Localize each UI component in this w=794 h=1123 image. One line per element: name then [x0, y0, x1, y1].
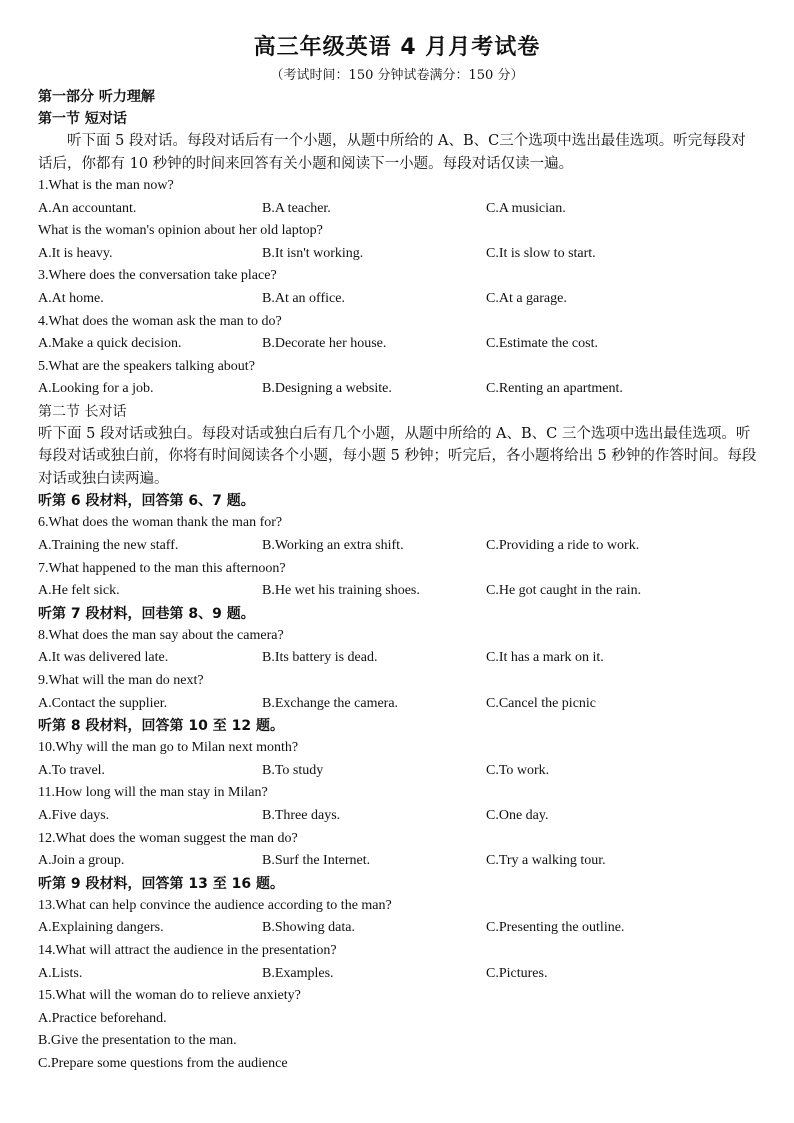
page-title: 高三年级英语 4 月月考试卷: [253, 35, 541, 60]
option-b: B.Working an extra shift.: [262, 538, 404, 554]
option-a: A.Contact the supplier.: [38, 695, 168, 711]
option-c: C.He got caught in the rain.: [486, 583, 642, 599]
question-10: 10.Why will the man go to Milan next month?: [38, 740, 299, 756]
option-a: A.Five days.: [38, 807, 110, 823]
section2-instructions: 听下面 5 段对话或独白。每段对话或独白后有几个小题，从题中所给的 A、B、C 三个选项中选出最佳选项。听每段对话或独白前，你将有时间阅读各个小题，每小题 5 秒钟；听完后，各小题将给出 5 秒钟的作答时间。每段对话或独白读两遍。: [38, 425, 757, 487]
exam-info: （考试时间：150 分钟试卷满分：150 分）: [270, 68, 524, 83]
option-c: C.At a garage.: [486, 290, 567, 306]
option-c: C.Estimate the cost.: [486, 336, 598, 352]
question-5: 5.What are the speakers talking about?: [38, 358, 255, 374]
option-b: B.Decorate her house.: [262, 336, 387, 352]
option-b: B.Showing data.: [262, 920, 355, 936]
section1-instructions: 听下面 5 段对话。每段对话后有一个小题，从题中所给的 A、B、C三个选项中选出最佳选项。听完每段对话后，你都有 10 秒钟的时间来回答有关小题和阅读下一小题。每段对话仅读一遍。: [38, 133, 746, 172]
option-c: C.Try a walking tour.: [486, 853, 606, 869]
option-a: A.At home.: [38, 290, 104, 306]
option-b: B.Designing a website.: [262, 381, 392, 397]
option-c: C.Cancel the picnic: [486, 695, 597, 711]
question-4: 4.What does the woman ask the man to do?: [38, 313, 282, 329]
option-a: A.Explaining dangers.: [38, 920, 164, 936]
option-c: C.To work.: [486, 762, 550, 778]
options-1: [38, 198, 760, 221]
group-heading-6: 听第 6 段材料，回答第 6、7 题。: [38, 493, 255, 510]
options-3: [38, 288, 760, 311]
question-9: 9.What will the man do next?: [38, 673, 204, 688]
question-6: 6.What does the woman thank the man for?: [38, 515, 283, 531]
option-b: B.At an office.: [262, 290, 345, 306]
option-a: A.Join a group.: [38, 853, 125, 869]
question-3: 3.Where does the conversation take place?: [38, 268, 277, 284]
option-a: A.Looking for a job.: [38, 381, 154, 397]
option-c: C.It has a mark on it.: [486, 650, 604, 666]
option-c: C.One day.: [486, 807, 549, 823]
options-5: [38, 378, 760, 401]
option-c: C.Pictures.: [486, 965, 548, 981]
option-b: B.Examples.: [262, 965, 334, 981]
option-a: A.Make a quick decision.: [38, 336, 182, 352]
group-heading-7: 听第 7 段材料，回巷第 8、9 题。: [38, 605, 255, 622]
option-b: B.A teacher.: [262, 200, 331, 216]
option-c: C.It is slow to start.: [486, 245, 596, 261]
options-14: [38, 963, 760, 986]
option-b: B.It isn't working.: [262, 245, 364, 261]
options-2: [38, 243, 760, 266]
question-11: 11.How long will the man stay in Milan?: [38, 785, 268, 801]
question-13: 13.What can help convince the audience according to the man?: [38, 897, 392, 913]
group-heading-9: 听第 9 段材料，回答第 13 至 16 题。: [38, 875, 284, 892]
option-b: B.Give the presentation to the man.: [38, 1033, 237, 1049]
question-12: 12.What does the woman suggest the man do?: [38, 830, 298, 846]
option-c: C.Presenting the outline.: [486, 920, 625, 936]
option-a: A.He felt sick.: [38, 583, 120, 599]
option-b: B.Surf the Internet.: [262, 853, 371, 869]
part1-heading: 第一部分 听力理解: [38, 89, 155, 105]
options-8: [38, 647, 760, 670]
option-a: A.Practice beforehand.: [38, 1010, 167, 1026]
option-b: B.To study: [262, 762, 324, 778]
question-15: 15.What will the woman do to relieve anxiety?: [38, 988, 301, 1004]
option-c: C.Providing a ride to work.: [486, 538, 640, 554]
option-a: A.An accountant.: [38, 200, 137, 216]
option-a: A.To travel.: [38, 762, 106, 778]
options-13: [38, 917, 760, 940]
section2-heading: 第二节 长对话: [38, 403, 127, 420]
options-11: [38, 805, 760, 828]
question-1: 1.What is the man now?: [38, 178, 174, 193]
option-a: A.Training the new staff.: [38, 538, 179, 554]
option-b: B.Three days.: [262, 807, 341, 823]
option-a: A.It was delivered late.: [38, 650, 169, 666]
option-b: B.He wet his training shoes.: [262, 583, 420, 599]
question-8: 8.What does the man say about the camera?: [38, 627, 284, 643]
option-c: C.A musician.: [486, 200, 566, 216]
option-a: A.It is heavy.: [38, 245, 113, 261]
exam-content: [38, 86, 760, 1076]
options-10: [38, 760, 760, 783]
options-6: [38, 535, 760, 558]
section1-heading: 第一节 短对话: [38, 111, 127, 127]
question-2: What is the woman's opinion about her old laptop?: [38, 223, 323, 239]
options-4: [38, 333, 760, 356]
question-14: 14.What will attract the audience in the presentation?: [38, 942, 337, 958]
option-c: C.Renting an apartment.: [486, 381, 623, 397]
option-c: C.Prepare some questions from the audience: [38, 1055, 288, 1071]
options-12: [38, 850, 760, 873]
options-9: [38, 693, 760, 716]
question-7: 7.What happened to the man this afternoon?: [38, 560, 286, 576]
option-a: A.Lists.: [38, 965, 83, 981]
options-7: [38, 580, 760, 603]
option-b: B.Its battery is dead.: [262, 650, 378, 666]
option-b: B.Exchange the camera.: [262, 695, 399, 711]
group-heading-8: 听第 8 段材料，回答第 10 至 12 题。: [38, 718, 284, 735]
